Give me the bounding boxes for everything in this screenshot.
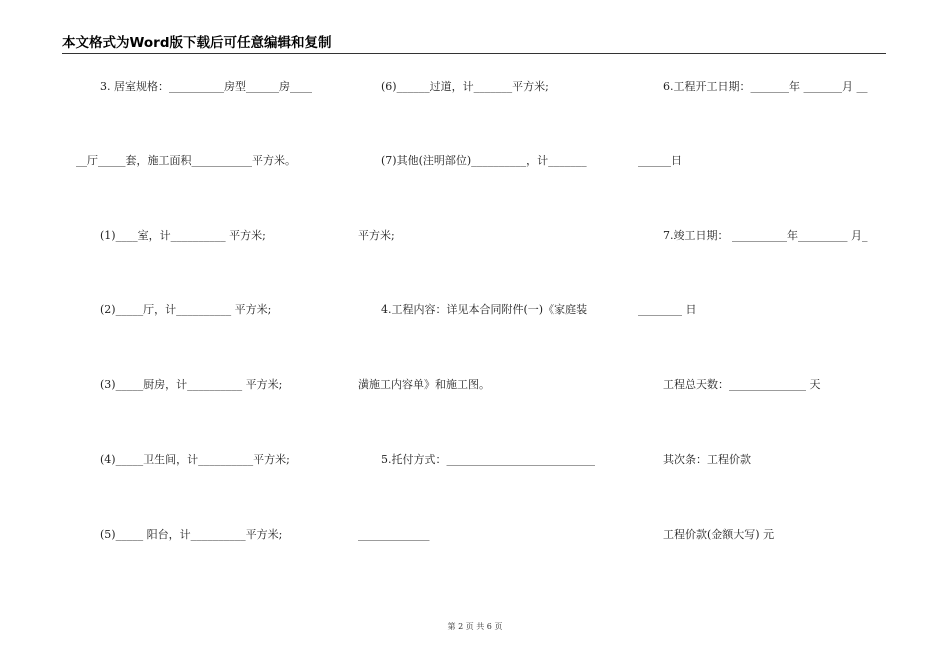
bathroom-line: (4)_____卫生间，计__________平方米; bbox=[100, 453, 290, 466]
completion-date-line: 7.竣工日期： __________年_________ 月_ bbox=[663, 229, 868, 242]
entrust-method-cont-line: _____________ bbox=[358, 528, 430, 541]
price-article-heading: 其次条：工程价款 bbox=[663, 453, 751, 466]
hall-area-line: __厅_____套，施工面积___________平方米。 bbox=[76, 154, 296, 167]
room-spec-line: 3. 居室规格：__________房型______房____ bbox=[100, 80, 312, 93]
start-date-line: 6.工程开工日期：_______年 _______月 __ bbox=[663, 80, 868, 93]
entrust-method-line: 5.托付方式：___________________________ bbox=[381, 453, 595, 466]
page-number-footer: 第 2 页 共 6 页 bbox=[447, 622, 503, 631]
price-amount-line: 工程价款(金额大写) 元 bbox=[663, 528, 775, 541]
work-content-line: 4.工程内容：详见本合同附件(一)《家庭装 bbox=[381, 303, 588, 316]
total-days-line: 工程总天数：______________ 天 bbox=[663, 378, 821, 391]
completion-date-day-line: ________ 日 bbox=[638, 303, 697, 316]
page-header bbox=[62, 35, 886, 54]
other-area-unit-line: 平方米; bbox=[358, 229, 395, 242]
work-content-cont-line: 潢施工内容单》和施工图。 bbox=[358, 378, 490, 391]
room-line: (1)____室，计__________ 平方米; bbox=[100, 229, 266, 242]
hall-line: (2)_____厅，计__________ 平方米; bbox=[100, 303, 272, 316]
kitchen-line: (3)_____厨房，计__________ 平方米; bbox=[100, 378, 283, 391]
corridor-line: (6)______过道，计_______平方米; bbox=[381, 80, 549, 93]
document-header-title: 本文格式为Word版下载后可任意编辑和复制 bbox=[62, 35, 332, 51]
other-area-line: (7)其他(注明部位)__________，计_______ bbox=[381, 154, 587, 167]
balcony-line: (5)_____ 阳台，计__________平方米; bbox=[100, 528, 283, 541]
start-date-day-line: ______日 bbox=[638, 154, 682, 167]
